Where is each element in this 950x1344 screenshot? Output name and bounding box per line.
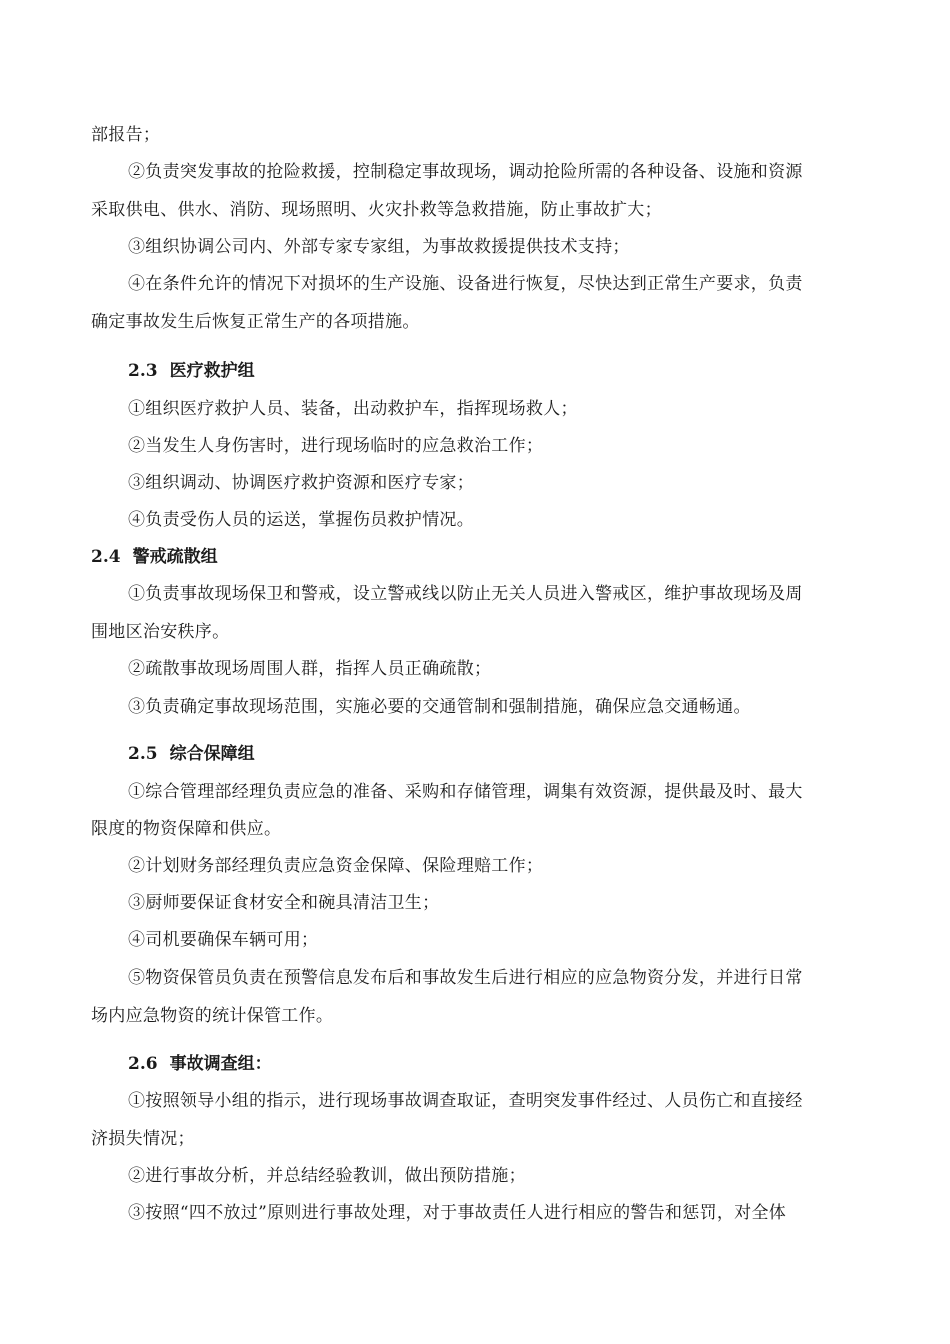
section-number: 2.3 [128,361,158,381]
paragraph-line: ②计划财务部经理负责应急资金保障、保险理赔工作； [128,856,544,876]
paragraph-line: 场内应急物资的统计保管工作。 [91,1006,334,1026]
section-heading-2-6 [128,1053,272,1075]
paragraph-line: ③组织调动、协调医疗救护资源和医疗专家； [128,473,474,493]
paragraph-line: ③按照“四不放过”原则进行事故处理，对于事故责任人进行相应的警告和惩罚，对全体 [128,1203,787,1223]
paragraph-line: ②疏散事故现场周围人群，指挥人员正确疏散； [128,659,492,679]
paragraph-line: ③厨师要保证食材安全和碗具清洁卫生； [128,893,440,913]
paragraph-line: ①综合管理部经理负责应急的准备、采购和存储管理，调集有效资源，提供最及时、最大 [128,782,803,802]
section-heading-2-5 [128,743,255,765]
paragraph-line: 部报告； [91,125,161,145]
section-number: 2.4 [91,547,121,567]
paragraph-line: ③负责确定事故现场范围，实施必要的交通管制和强制措施，确保应急交通畅通。 [128,697,751,717]
paragraph-line: 济损失情况； [91,1129,195,1149]
section-title: 综合保障组 [169,744,255,764]
paragraph-line: ④在条件允许的情况下对损坏的生产设施、设备进行恢复，尽快达到正常生产要求，负责 [128,274,803,294]
paragraph-line: 采取供电、供水、消防、现场照明、火灾扑救等急救措施，防止事故扩大； [91,200,662,220]
paragraph-line: ②负责突发事故的抢险救援，控制稳定事故现场，调动抢险所需的各种设备、设施和资源 [128,162,803,182]
paragraph-line: ①组织医疗救护人员、装备，出动救护车，指挥现场救人； [128,399,578,419]
section-heading-2-3 [128,360,255,382]
paragraph-line: ⑤物资保管员负责在预警信息发布后和事故发生后进行相应的应急物资分发，并进行日常 [128,968,803,988]
paragraph-line: ④负责受伤人员的运送，掌握伤员救护情况。 [128,510,474,530]
paragraph-line: ③组织协调公司内、外部专家专家组，为事故救援提供技术支持； [128,237,630,257]
paragraph-line: 限度的物资保障和供应。 [91,819,282,839]
paragraph-line: 确定事故发生后恢复正常生产的各项措施。 [91,312,420,332]
section-heading-2-4 [91,546,218,568]
paragraph-line: ②当发生人身伤害时，进行现场临时的应急救治工作； [128,436,544,456]
section-title: 事故调查组： [169,1054,272,1074]
paragraph-line: 围地区治安秩序。 [91,622,230,642]
section-title: 警戒疏散组 [132,547,218,567]
paragraph-line: ①负责事故现场保卫和警戒，设立警戒线以防止无关人员进入警戒区，维护事故现场及周 [128,584,803,604]
section-title: 医疗救护组 [169,361,255,381]
paragraph-line: ①按照领导小组的指示，进行现场事故调查取证，查明突发事件经过、人员伤亡和直接经 [128,1091,803,1111]
paragraph-line: ②进行事故分析，并总结经验教训，做出预防措施； [128,1166,526,1186]
section-number: 2.6 [128,1054,158,1074]
section-number: 2.5 [128,744,158,764]
paragraph-line: ④司机要确保车辆可用； [128,930,319,950]
